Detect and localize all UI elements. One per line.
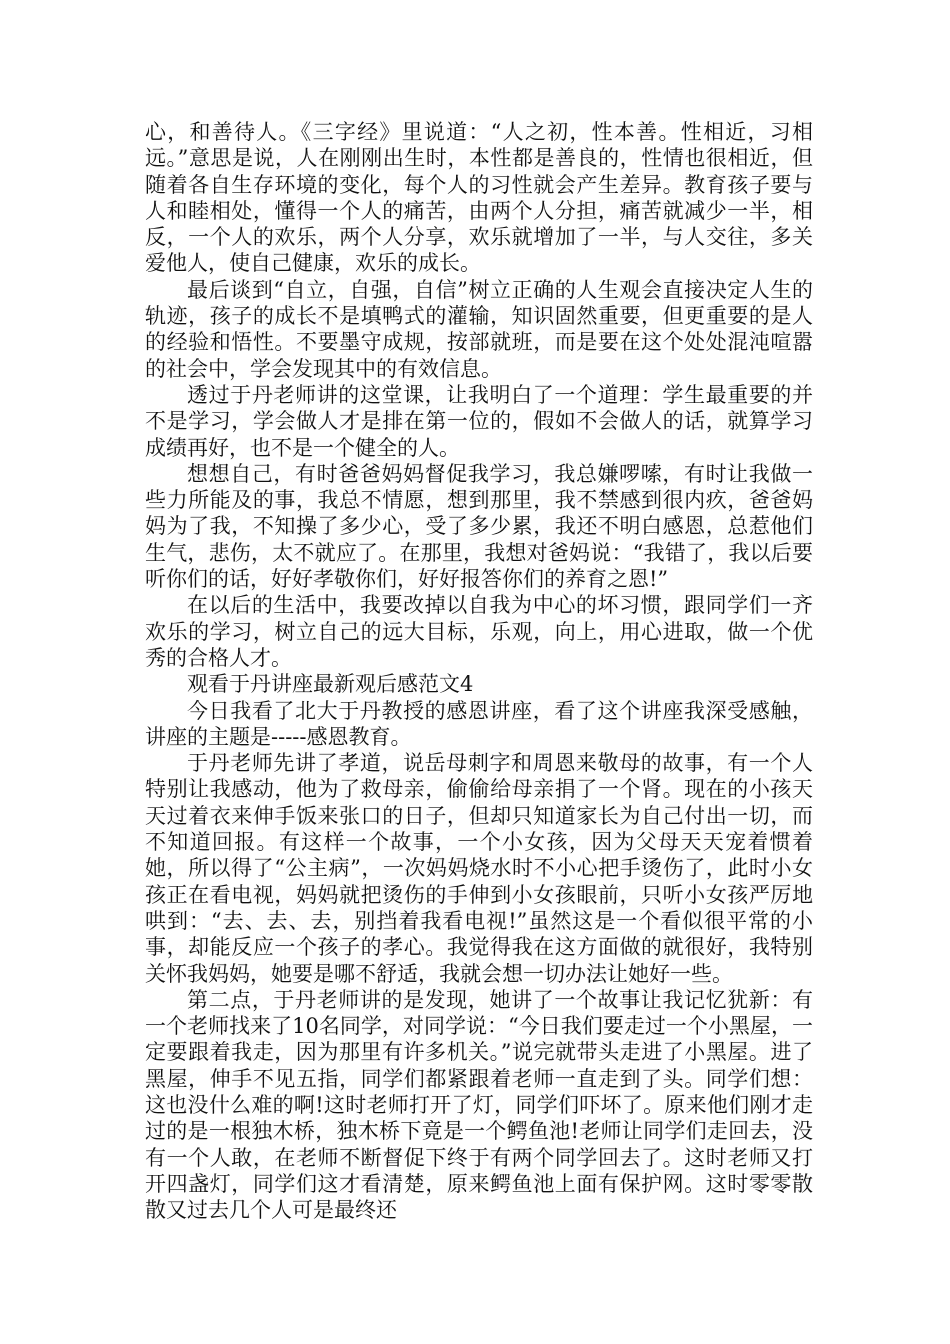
paragraph-7: 于丹老师先讲了孝道，说岳母刺字和周恩来敬母的故事，有一个人特别让我感动，他为了救母亲，偷偷给母亲捐了一个肾。现在的小孩天天过着衣来伸手饭来张口的日子，但却只知道家长为自己付出一切，而不知道回报。有这样一个故事，一个小女孩，因为父母天天宠着惯着她，所以得了“公主病”，一次妈妈烧水时不小心把手烫伤了，此时小女孩正在看电视，妈妈就把烫伤的手伸到小女孩眼前，只听小女孩严厉地哄到：“去、去、去，别挡着我看电视!”虽然这是一个看似很平常的小事，却能反应一个孩子的孝心。我觉得我在这方面做的就很好，我特别关怀我妈妈，她要是哪不舒适，我就会想一切办法让她好一些。 bbox=[145, 751, 813, 986]
paragraph-5: 在以后的生活中，我要改掉以自我为中心的坏习惯，跟同学们一齐欢乐的学习，树立自己的远大目标，乐观，向上，用心进取，做一个优秀的合格人才。 bbox=[145, 593, 813, 670]
paragraph-8: 第二点，于丹老师讲的是发现，她讲了一个故事让我记忆犹新：有一个老师找来了10名同学，对同学说：“今日我们要走过一个小黑屋，一定要跟着我走，因为那里有许多机关。”说完就带头走进了小黑屋。进了黑屋，伸手不见五指，同学们都紧跟着老师一直走到了头。同学们想：这也没什么难的啊!这时老师打开了灯，同学们吓坏了。原来他们刚才走过的是一根独木桥，独木桥下竟是一个鳄鱼池!老师让同学们走回去，没有一个人敢，在老师不断督促下终于有两个同学回去了。这时老师又打开四盏灯，同学们这才看清楚，原来鳄鱼池上面有保护网。这时零零散散又过去几个人可是最终还 bbox=[145, 987, 813, 1223]
paragraph-3: 透过于丹老师讲的这堂课，让我明白了一个道理：学生最重要的并不是学习，学会做人才是排在第一位的，假如不会做人的话，就算学习成绩再好，也不是一个健全的人。 bbox=[145, 382, 813, 460]
document-body bbox=[145, 119, 813, 1223]
paragraph-6: 今日我看了北大于丹教授的感恩讲座，看了这个讲座我深受感触，讲座的主题是-----感恩教育。 bbox=[145, 698, 813, 749]
section-heading: 观看于丹讲座最新观后感范文4 bbox=[187, 672, 474, 697]
paragraph-2: 最后谈到“自立，自强，自信”树立正确的人生观会直接决定人生的轨迹，孩子的成长不是填鸭式的灌输，知识固然重要，但更重要的是人的经验和悟性。不要墨守成规，按部就班，而是要在这个处处混沌喧嚣的社会中，学会发现其中的有效信息。 bbox=[145, 277, 813, 381]
paragraph-1: 心，和善待人。《三字经》里说道：“人之初，性本善。性相近，习相远。”意思是说，人在刚刚出生时，本性都是善良的，性情也很相近，但随着各自生存环境的变化，每个人的习性就会产生差异。教育孩子要与人和睦相处，懂得一个人的痛苦，由两个人分担，痛苦就减少一半，相反，一个人的欢乐，两个人分享，欢乐就增加了一半，与人交往，多关爱他人，使自己健康，欢乐的成长。 bbox=[145, 120, 813, 276]
paragraph-4: 想想自己，有时爸爸妈妈督促我学习，我总嫌啰嗦，有时让我做一些力所能及的事，我总不情愿，想到那里，我不禁感到很内疚，爸爸妈妈为了我，不知操了多少心，受了多少累，我还不明白感恩，总惹他们生气，悲伤，太不就应了。在那里，我想对爸妈说：“我错了，我以后要听你们的话，好好孝敬你们，好好报答你们的养育之恩!” bbox=[145, 461, 813, 592]
